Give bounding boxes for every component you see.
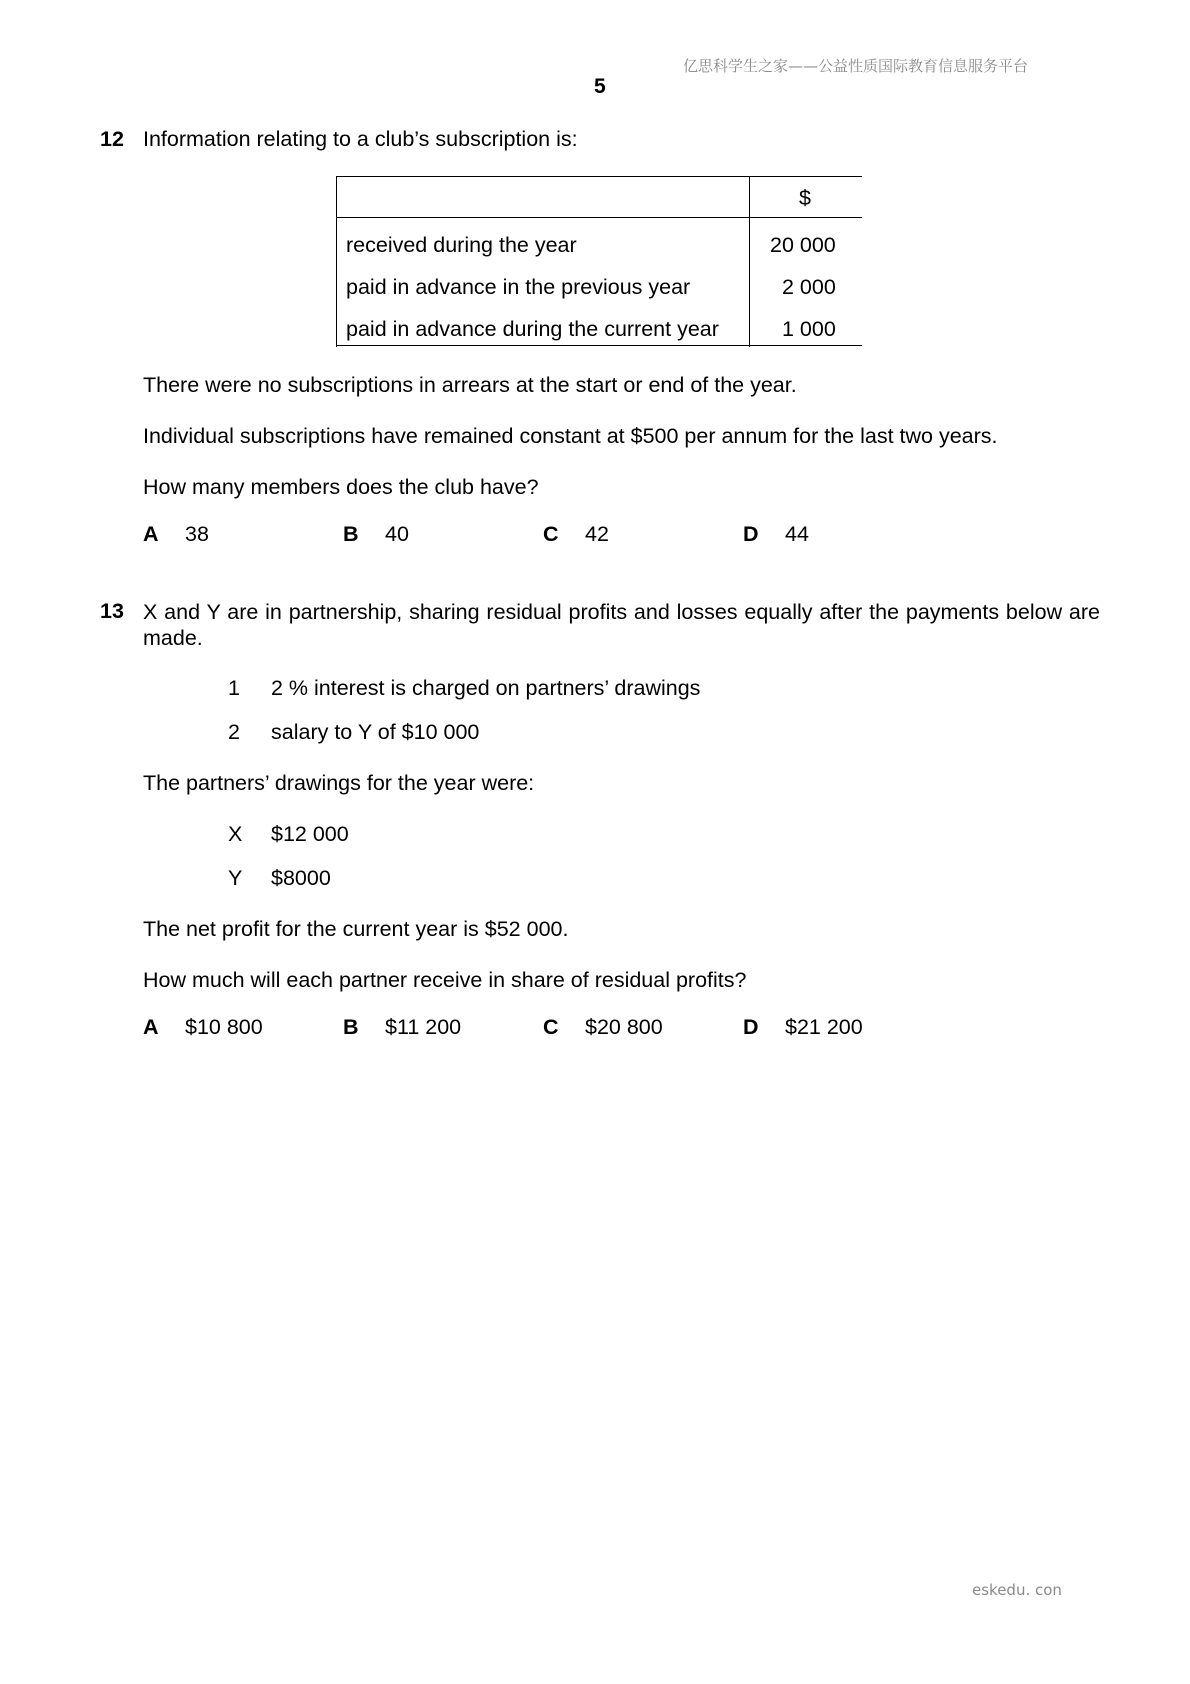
option-letter: B (343, 1015, 359, 1039)
table-row-label: paid in advance during the current year (346, 317, 719, 341)
table-top-border (336, 176, 862, 177)
option-text: $11 200 (385, 1015, 462, 1039)
footer-site: eskedu. con (972, 1581, 1062, 1599)
question-12-prompt: How many members does the club have? (143, 475, 539, 499)
list-item-number: 2 (228, 720, 240, 744)
option-letter: B (343, 522, 359, 546)
option-letter: A (143, 522, 159, 546)
option-text: $21 200 (785, 1015, 863, 1039)
table-header-border (336, 217, 862, 218)
question-12-statement-subscription: Individual subscriptions have remained constant at $500 per annum for the last two years. (143, 424, 998, 448)
subscription-table (336, 176, 862, 347)
table-bottom-border (336, 345, 862, 346)
list-item-number: 1 (228, 676, 240, 700)
table-left-border (336, 176, 337, 347)
table-header-currency: $ (799, 186, 811, 210)
option-letter: A (143, 1015, 159, 1039)
table-row-label: received during the year (346, 233, 577, 257)
option-letter: C (543, 522, 559, 546)
question-13-net-profit: The net profit for the current year is $52 000. (143, 917, 569, 941)
option-text: 44 (785, 522, 809, 546)
option-text: 42 (585, 522, 609, 546)
drawings-partner: X (228, 822, 243, 846)
table-row-value: 1 000 (782, 317, 836, 341)
option-text: $20 800 (585, 1015, 663, 1039)
option-text: $10 800 (185, 1015, 263, 1039)
list-item-text: 2 % interest is charged on partners’ drawings (271, 676, 701, 700)
list-item-text: salary to Y of $10 000 (271, 720, 480, 744)
option-letter: D (743, 1015, 759, 1039)
question-13-intro: X and Y are in partnership, sharing residual profits and losses equally after the payments below are made. (143, 600, 1100, 650)
option-letter: C (543, 1015, 559, 1039)
table-row-value: 20 000 (770, 233, 836, 257)
question-13-prompt: How much will each partner receive in share of residual profits? (143, 968, 747, 992)
table-row-label: paid in advance in the previous year (346, 275, 691, 299)
question-12-statement-arrears: There were no subscriptions in arrears at the start or end of the year. (143, 373, 797, 397)
table-column-divider (749, 176, 750, 347)
drawings-amount: $12 000 (271, 822, 349, 846)
option-text: 40 (385, 522, 409, 546)
drawings-partner: Y (228, 866, 243, 890)
table-row-value: 2 000 (782, 275, 836, 299)
question-12-intro: Information relating to a club’s subscription is: (143, 127, 578, 151)
question-13-number: 13 (100, 599, 124, 623)
question-12-number: 12 (100, 127, 124, 151)
question-13-drawings-intro: The partners’ drawings for the year were: (143, 771, 535, 795)
option-letter: D (743, 522, 759, 546)
page-number: 5 (594, 75, 606, 98)
drawings-amount: $8000 (271, 866, 331, 890)
option-text: 38 (185, 522, 209, 546)
header-watermark: 亿思科学生之家——公益性质国际教育信息服务平台 (683, 57, 1029, 75)
